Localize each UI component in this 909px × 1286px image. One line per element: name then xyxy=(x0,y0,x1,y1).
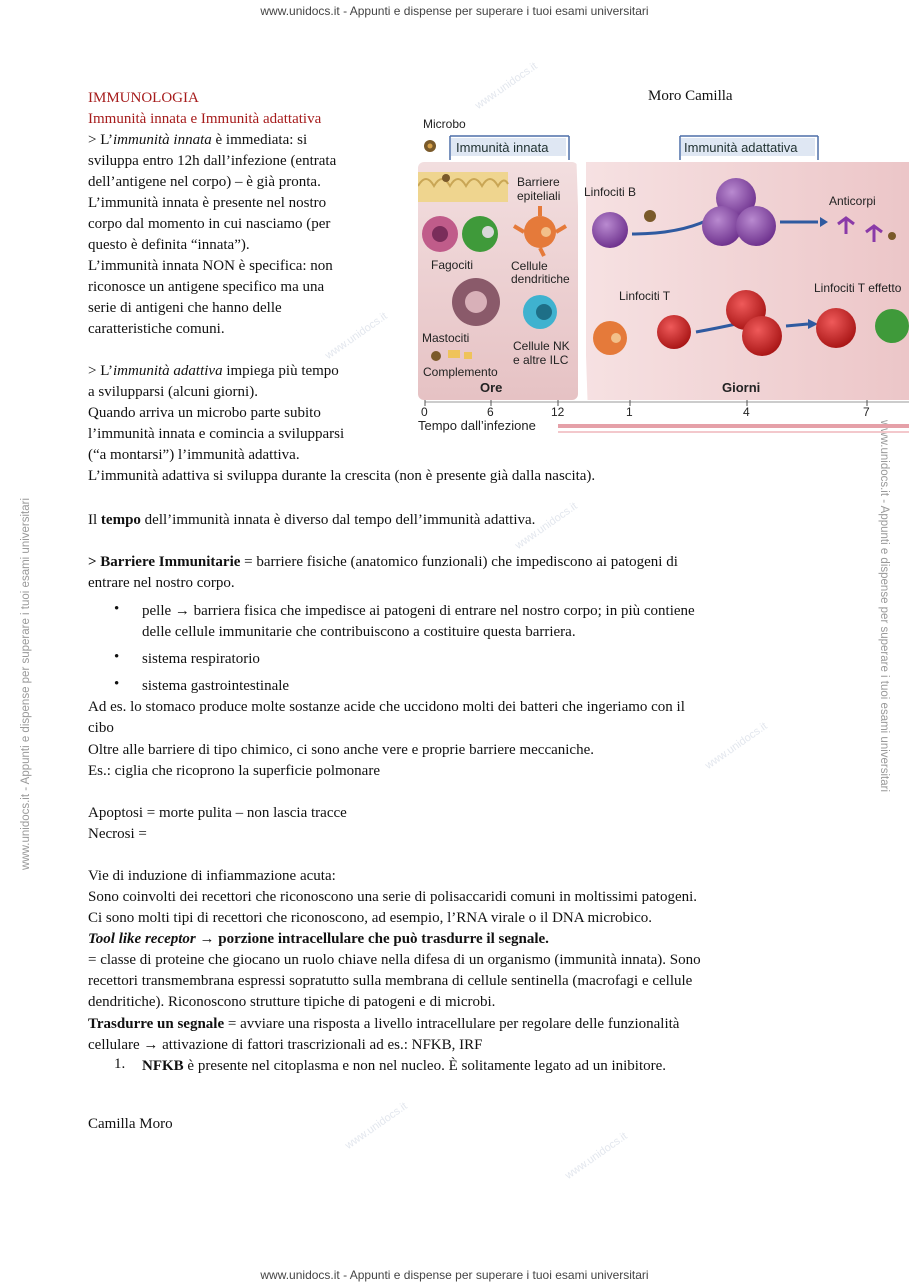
text-line: Apoptosi = morte pulita – non lascia tracce xyxy=(88,805,347,821)
text-line: questo è definita “innata”). xyxy=(88,237,250,253)
label-ore: Ore xyxy=(480,380,503,395)
text-line: sviluppa entro 12h dall’infezione (entrata xyxy=(88,153,337,169)
text-line: Sono coinvolti dei recettori che riconoscono una serie di polisaccaridi comuni in moltissimi patogeni. xyxy=(88,889,698,905)
header-innate: Immunità innata xyxy=(456,140,549,155)
text-line: > L’immunità innata è immediata: si xyxy=(88,132,308,148)
bullet-marker: • xyxy=(114,601,120,617)
axis-label: Tempo dall’infezione xyxy=(418,418,536,433)
numbered-item: NFKB è presente nel citoplasma e non nel nucleo. È solitamente legato ad un inibitore. xyxy=(142,1058,667,1074)
document-title: IMMUNOLOGIA xyxy=(88,90,199,106)
tick-label: 1 xyxy=(626,405,633,419)
text-line: cibo xyxy=(88,720,114,736)
list-number: 1. xyxy=(114,1056,126,1072)
text-line: Trasdurre un segnale = avviare una risposta a livello intracellulare per regolare delle funzionalità xyxy=(88,1016,680,1032)
text-line: a svilupparsi (alcuni giorni). xyxy=(88,384,258,400)
page-header-link[interactable]: www.unidocs.it - Appunti e dispense per superare i tuoi esami universitari xyxy=(260,4,649,18)
label-anticorpi: Anticorpi xyxy=(829,194,876,208)
label-nk-l2: e altre ILC xyxy=(513,353,569,367)
immunity-timeline-figure xyxy=(418,114,909,440)
side-watermark-right: www.unidocs.it - Appunti e dispense per superare i tuoi esami universitari xyxy=(878,420,890,793)
signature: Camilla Moro xyxy=(88,1116,173,1132)
tick-label: 0 xyxy=(421,405,428,419)
bullet-item: delle cellule immunitarie che contribuiscono a costituire questa barriera. xyxy=(142,624,576,640)
label-barriere-l2: epiteliali xyxy=(517,189,561,203)
text-line: L’immunità innata è presente nel nostro xyxy=(88,195,327,211)
side-watermark-left: www.unidocs.it - Appunti e dispense per superare i tuoi esami universitari xyxy=(20,497,32,870)
label-complemento: Complemento xyxy=(423,365,498,379)
tick-label: 6 xyxy=(487,405,494,419)
text-line: Vie di induzione di infiammazione acuta: xyxy=(88,868,336,884)
arrow-icon xyxy=(786,324,808,326)
bullet-item: sistema respiratorio xyxy=(142,651,260,667)
text-line: dendritiche). Riconoscono strutture tipiche di patogeni e di microbi. xyxy=(88,994,496,1010)
label-mastociti: Mastociti xyxy=(422,331,470,345)
text-line: riconosce un antigene specifico ma una xyxy=(88,279,325,295)
header-adaptive: Immunità adattativa xyxy=(684,140,798,155)
text-line: corpo dal momento in cui nasciamo (per xyxy=(88,216,331,232)
text-line: Quando arriva un microbo parte subito xyxy=(88,405,321,421)
tick-label: 7 xyxy=(863,405,870,419)
page-footer-link[interactable]: www.unidocs.it - Appunti e dispense per superare i tuoi esami universitari xyxy=(260,1268,649,1282)
watermark-text: www.unidocs.it xyxy=(513,500,580,552)
text-line: Oltre alle barriere di tipo chimico, ci sono anche vere e proprie barriere meccaniche. xyxy=(88,742,594,758)
label-dendritiche-l2: dendritiche xyxy=(511,272,570,286)
text-line: L’immunità innata NON è specifica: non xyxy=(88,258,333,274)
label-barriere-l1: Barriere xyxy=(517,175,560,189)
text-line: = classe di proteine che giocano un ruolo chiave nella difesa di un organismo (immunità innata). Sono xyxy=(88,952,701,968)
label-dendritiche-l1: Cellule xyxy=(511,259,548,273)
text-line: entrare nel nostro corpo. xyxy=(88,575,235,591)
bullet-marker: • xyxy=(114,649,120,665)
label-linfociti-t: Linfociti T xyxy=(619,289,671,303)
label-giorni: Giorni xyxy=(722,380,761,395)
label-linfociti-b: Linfociti B xyxy=(584,185,637,199)
text-line: Il tempo dell’immunità innata è diverso dal tempo dell’immunità adattiva. xyxy=(88,512,536,528)
bullet-marker: • xyxy=(114,676,120,692)
text-line: dell’antigene nel corpo) – è già pronta. xyxy=(88,174,321,190)
text-line: recettori transmembrana espressi sopratutto sulla membrana di cellule sentinella (macrofagi e cellule xyxy=(88,973,693,989)
text-line: > Barriere Immunitarie = barriere fisiche (anatomico funzionali) che impediscono ai patogeni di xyxy=(88,554,678,570)
watermark-text: www.unidocs.it xyxy=(323,310,390,362)
label-fagociti: Fagociti xyxy=(431,258,474,272)
text-line: Tool like receptor → porzione intracellulare che può trasdurre il segnale. xyxy=(88,931,549,947)
microbe-icon xyxy=(424,140,436,152)
watermark-text: www.unidocs.it xyxy=(473,60,540,112)
label-linfociti-t-effettori: Linfociti T effetto xyxy=(814,281,902,295)
nk-cell-icon xyxy=(523,295,557,329)
text-line: Necrosi = xyxy=(88,826,147,842)
text-line: l’immunità innata e comincia a svilupparsi xyxy=(88,426,345,442)
watermark-text: www.unidocs.it xyxy=(703,720,770,772)
author-name: Moro Camilla xyxy=(648,88,733,104)
text-line: Es.: ciglia che ricoprono la superficie polmonare xyxy=(88,763,380,779)
text-line: caratteristiche comuni. xyxy=(88,321,225,337)
bullet-item: sistema gastrointestinale xyxy=(142,678,290,694)
label-nk-l1: Cellule NK xyxy=(513,339,570,353)
text-line: Ad es. lo stomaco produce molte sostanze acide che uccidono molti dei batteri che ingeriamo con il xyxy=(88,699,685,715)
text-line: L’immunità adattiva si sviluppa durante la crescita (non è presente già dalla nascita). xyxy=(88,468,596,484)
document-subtitle: Immunità innata e Immunità adattativa xyxy=(88,111,322,127)
text-line: serie di antigeni che hanno delle xyxy=(88,300,282,316)
watermark-text: www.unidocs.it xyxy=(343,1100,410,1152)
text-line: Ci sono molti tipi di recettori che riconoscono, ad esempio, l’RNA virale o il DNA microbico. xyxy=(88,910,653,926)
bullet-item: pelle → barriera fisica che impedisce ai patogeni di entrare nel nostro corpo; in più contiene xyxy=(142,603,695,619)
text-line: (“a montarsi”) l’immunità adattiva. xyxy=(88,447,300,463)
watermark-text: www.unidocs.it xyxy=(563,1130,630,1182)
tick-label: 4 xyxy=(743,405,750,419)
tick-label: 12 xyxy=(551,405,565,419)
mast-cell-icon xyxy=(452,278,500,326)
epithelial-barrier-icon xyxy=(418,172,508,202)
label-microbo: Microbo xyxy=(423,117,466,131)
text-line: > L’immunità adattiva impiega più tempo xyxy=(88,363,339,379)
text-line: cellulare → attivazione di fattori trascrizionali ad es.: NFKB, IRF xyxy=(88,1037,483,1053)
